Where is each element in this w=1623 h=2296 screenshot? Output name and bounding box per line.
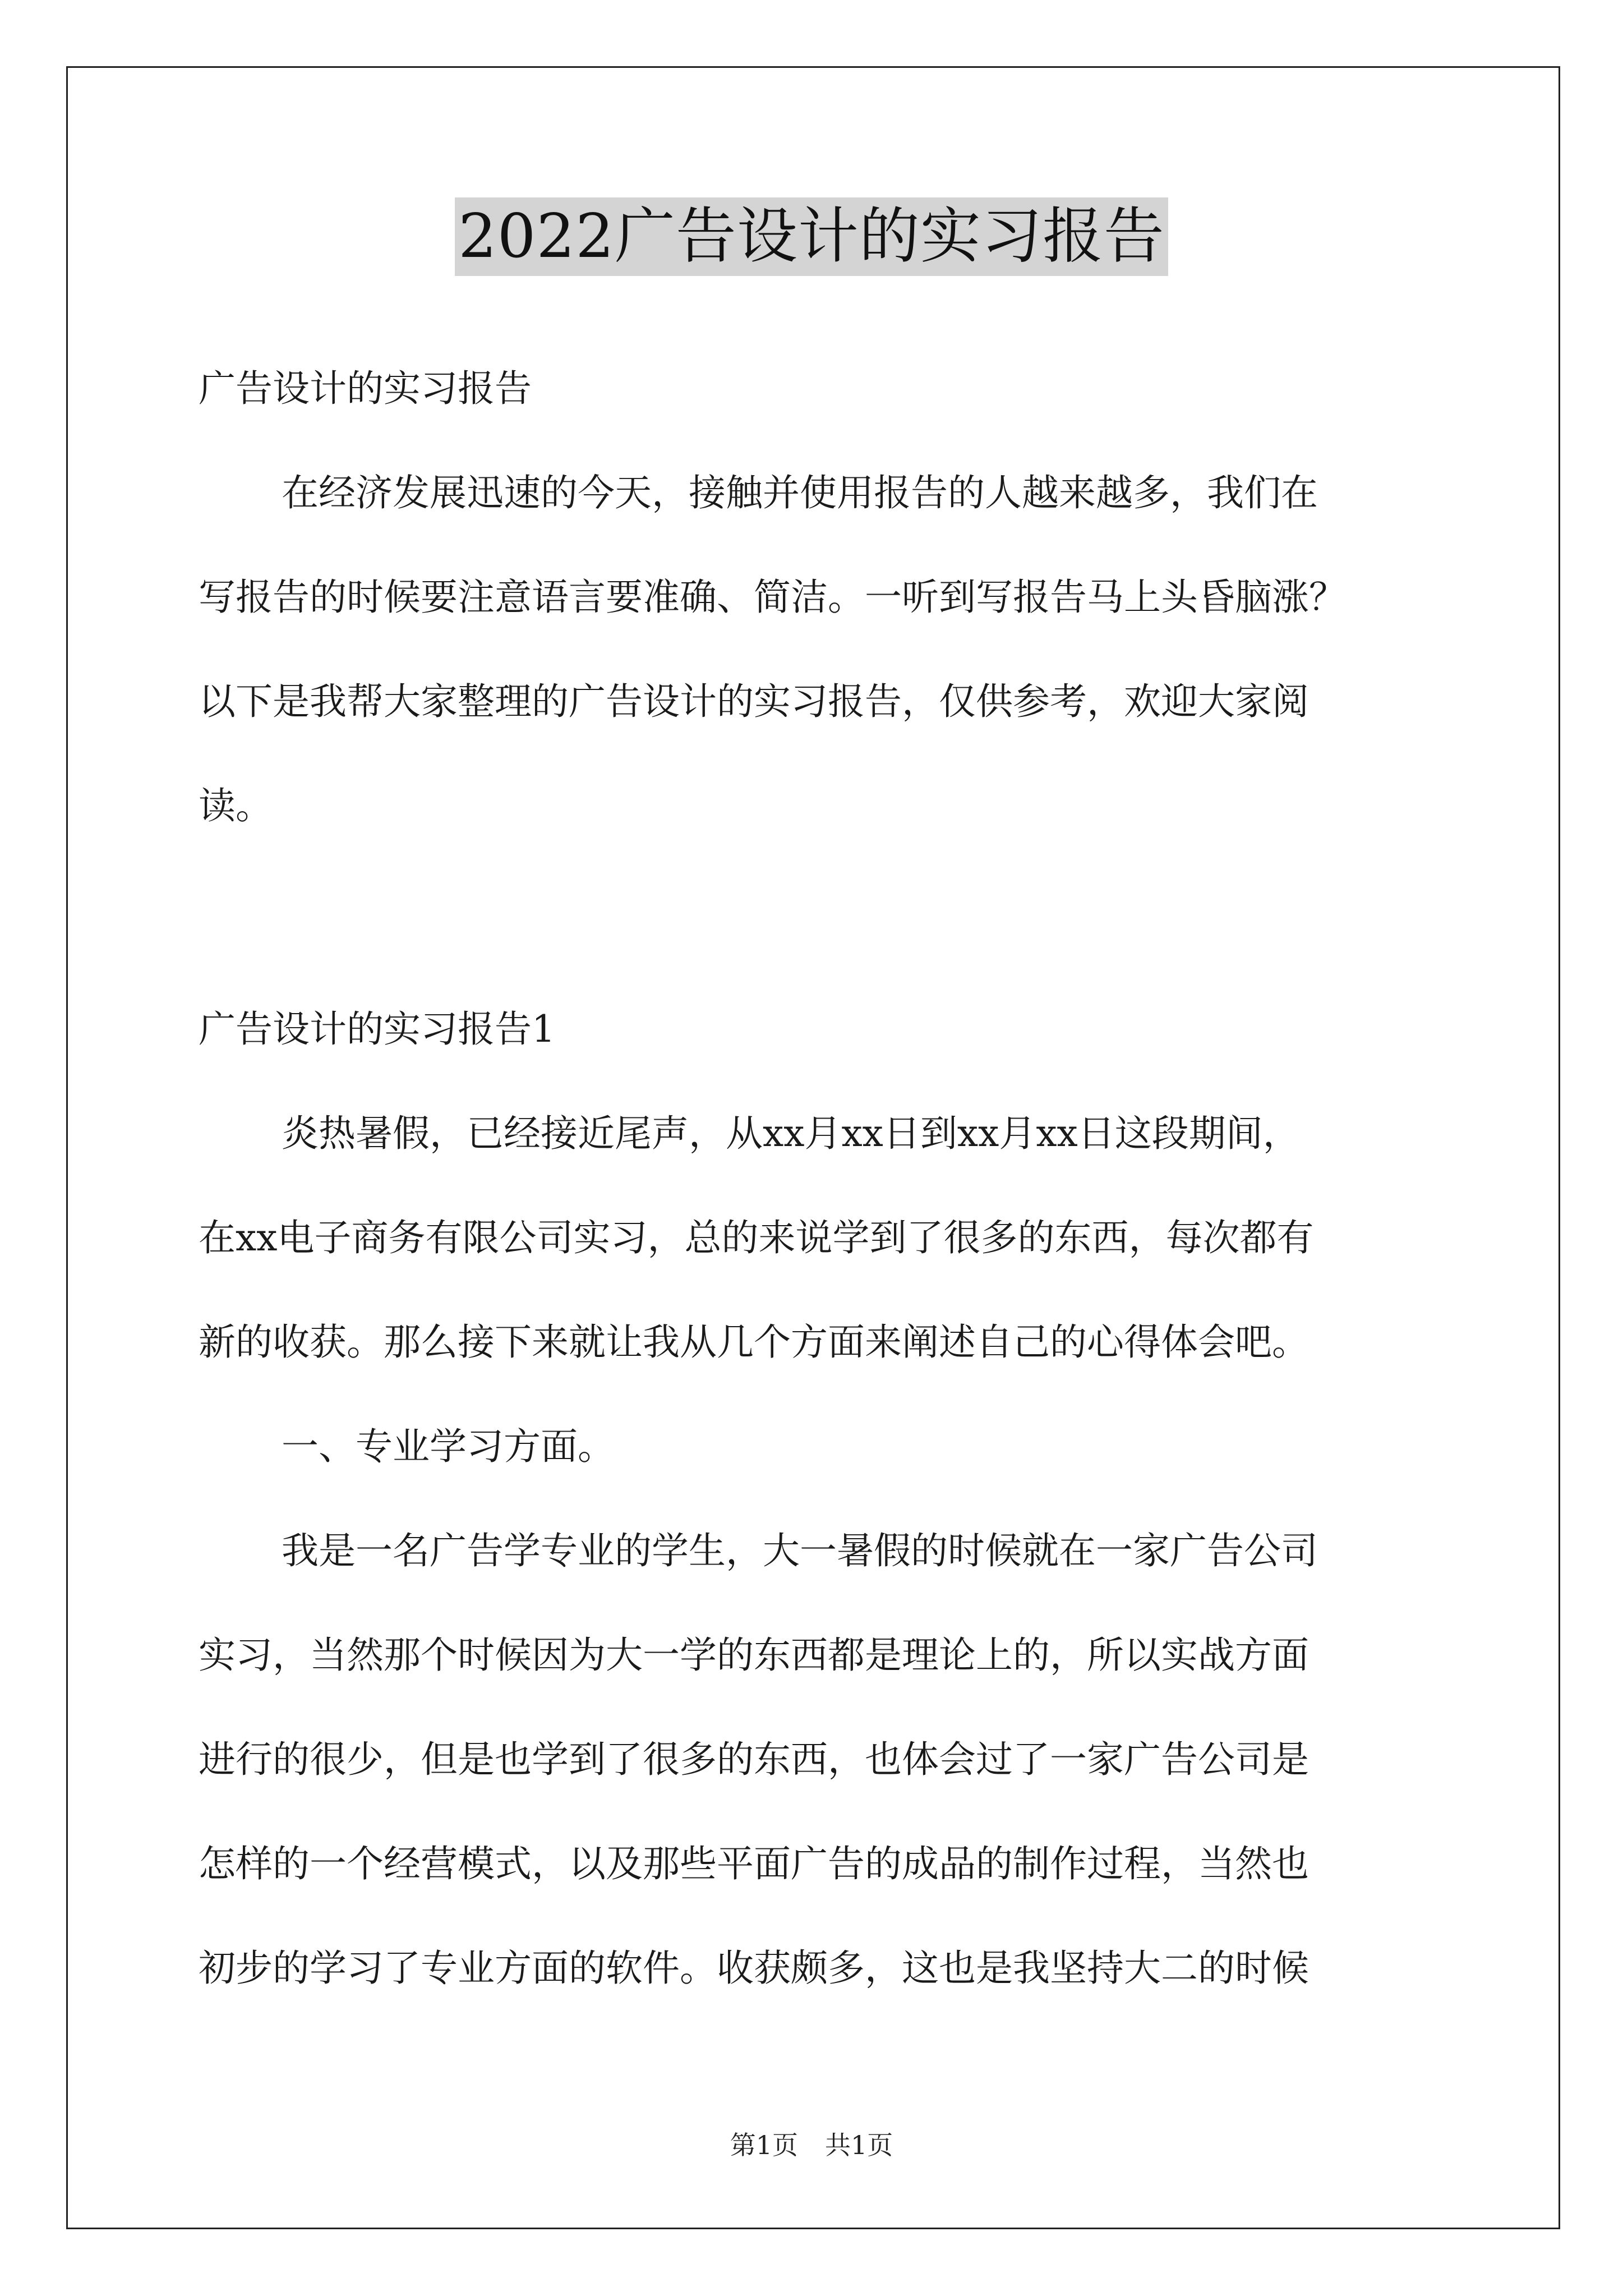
- intro-block: [199, 337, 1438, 858]
- section-line: 我是一名广告学专业的学生，大一暑假的时候就在一家广告公司: [282, 1529, 1318, 1572]
- intro-line: 在经济发展迅速的今天，接触并使用报告的人越来越多，我们在: [282, 471, 1318, 514]
- intro-line: 以下是我帮大家整理的广告设计的实习报告，仅供参考，欢迎大家阅: [199, 680, 1309, 723]
- section-heading: 广告设计的实习报告1: [199, 1007, 555, 1051]
- section-line: 进行的很少，但是也学到了很多的东西，也体会过了一家广告公司是: [199, 1738, 1309, 1781]
- section-line: 初步的学习了专业方面的软件。收获颇多，这也是我坚持大二的时候: [199, 1947, 1309, 1990]
- page-footer: [0, 2128, 1623, 2162]
- section-line: 炎热暑假，已经接近尾声，从xx月xx日到xx月xx日这段期间，: [282, 1112, 1300, 1155]
- section-line: 实习，当然那个时候因为大一学的东西都是理论上的，所以实战方面: [199, 1634, 1309, 1677]
- title-container: [0, 197, 1623, 276]
- page-total: 共1页: [825, 2130, 893, 2160]
- intro-line: 读。: [199, 784, 273, 827]
- section-line: 新的收获。那么接下来就让我从几个方面来阐述自己的心得体会吧。: [199, 1320, 1309, 1364]
- intro-line: 写报告的时候要注意语言要准确、简洁。一听到写报告马上头昏脑涨？: [199, 576, 1346, 619]
- page-number: 第1页: [730, 2130, 798, 2160]
- section-block: [199, 977, 1438, 2021]
- section-line: 在xx电子商务有限公司实习，总的来说学到了很多的东西，每次都有: [199, 1216, 1314, 1259]
- section-line: 怎样的一个经营模式，以及那些平面广告的成品的制作过程，当然也: [199, 1842, 1309, 1885]
- section-subheading: 一、专业学习方面。: [282, 1425, 615, 1468]
- intro-heading: 广告设计的实习报告: [199, 367, 532, 410]
- document-title: 2022广告设计的实习报告: [455, 197, 1168, 276]
